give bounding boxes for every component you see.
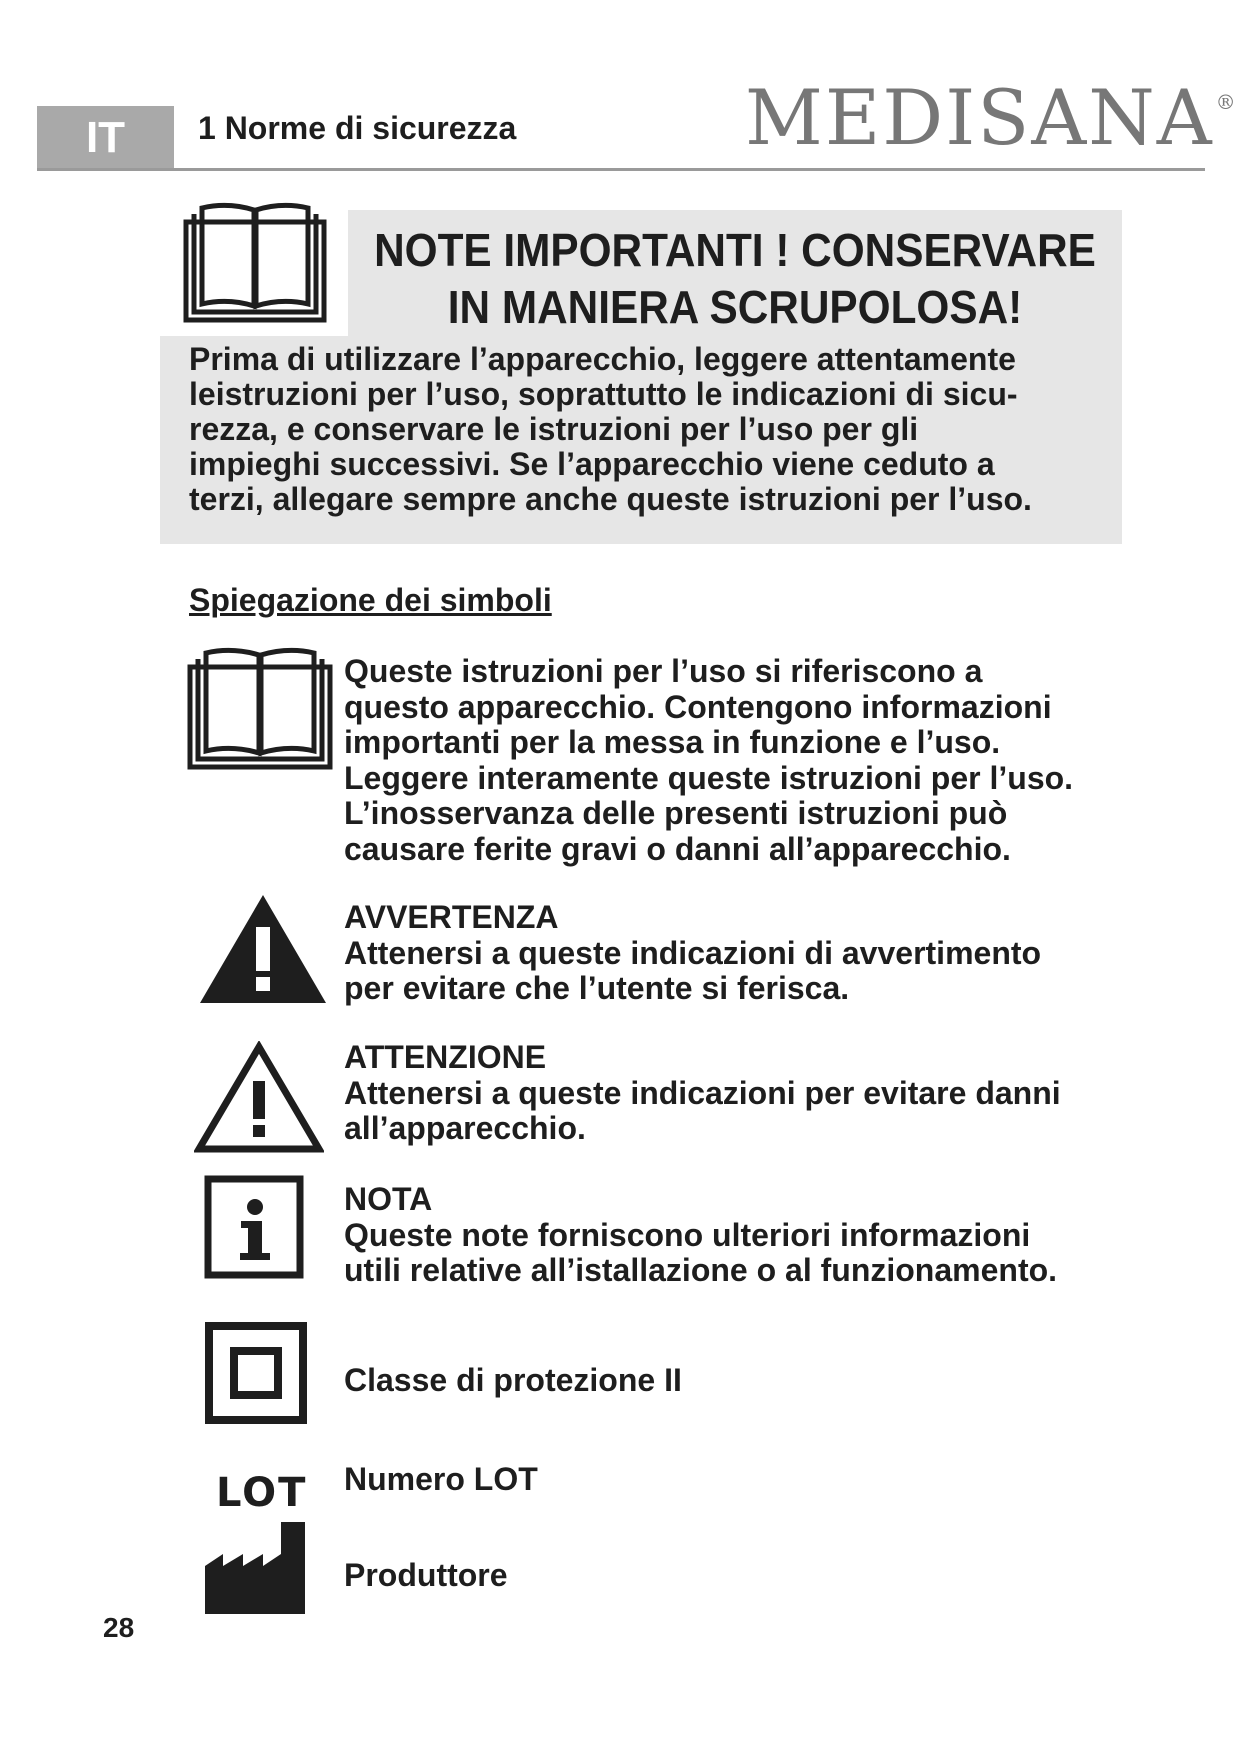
symbols-heading: Spiegazione dei simboli [189,582,552,618]
important-title-line: IN MANIERA SCRUPOLOSA! [447,281,1023,333]
warning-filled-icon [198,893,328,1005]
section-title: 1 Norme di sicurezza [198,110,517,146]
text-line: Queste istruzioni per l’uso si riferiscono a [344,653,983,689]
important-title [372,222,1099,336]
important-text [189,342,1129,517]
text-line: L’inosservanza delle presenti istruzioni può [344,795,1008,831]
book-icon [182,200,328,324]
text-line: questo apparecchio. Contengono informazioni [344,688,1052,725]
text-line: rezza, e conservare le istruzioni per l’uso per gli [189,411,919,447]
protection-class-label: Classe di protezione II [344,1362,682,1398]
registered-mark: ® [1215,90,1238,114]
warning-title: AVVERTENZA [344,899,559,935]
text-line: Attenersi a queste indicazioni di avvertimento [344,934,1042,971]
text-line: terzi, allegare sempre anche queste istruzioni per l’uso. [189,481,1032,517]
header-divider [37,168,1205,171]
text-line: Attenersi a queste indicazioni per evitare danni [344,1074,1061,1111]
brand-logo [745,73,1238,162]
language-tab: IT [37,106,174,169]
text-line: Leggere interamente queste istruzioni per l’uso. [344,759,1074,796]
text-line: causare ferite gravi o danni all’apparecchio. [344,830,1011,867]
text-line: all’apparecchio. [344,1110,586,1146]
brand-name: MEDISANA [745,73,1214,162]
manual-description [344,654,1144,867]
lot-icon: LOT [216,1470,308,1516]
note-description [344,1182,1144,1289]
important-title-line: NOTE IMPORTANTI ! CONSERVARE [374,224,1096,276]
caution-outline-icon [194,1041,324,1155]
caution-title: ATTENZIONE [344,1039,547,1075]
info-icon [204,1175,304,1279]
warning-description [344,900,1144,1007]
text-line: impieghi successivi. Se l’apparecchio viene ceduto a [189,446,995,482]
note-title: NOTA [344,1181,433,1217]
text-line: Queste note forniscono ulteriori informazioni [344,1216,1031,1253]
text-line: importanti per la messa in funzione e l’uso. [344,724,1001,760]
text-line: leistruzioni per l’uso, soprattutto le indicazioni di sicu- [189,376,1018,412]
caution-description [344,1040,1144,1147]
text-line: utili relative all’istallazione o al funzionamento. [344,1252,1058,1288]
text-line: per evitare che l’utente si ferisca. [344,970,850,1006]
manual-book-icon [186,645,334,771]
lot-label: Numero LOT [344,1461,538,1497]
text-line: Prima di utilizzare l’apparecchio, leggere attentamente [189,341,1016,377]
manufacturer-icon [205,1522,305,1614]
page-number: 28 [103,1612,135,1643]
protection-class-2-icon [205,1322,307,1424]
manufacturer-label: Produttore [344,1557,508,1593]
